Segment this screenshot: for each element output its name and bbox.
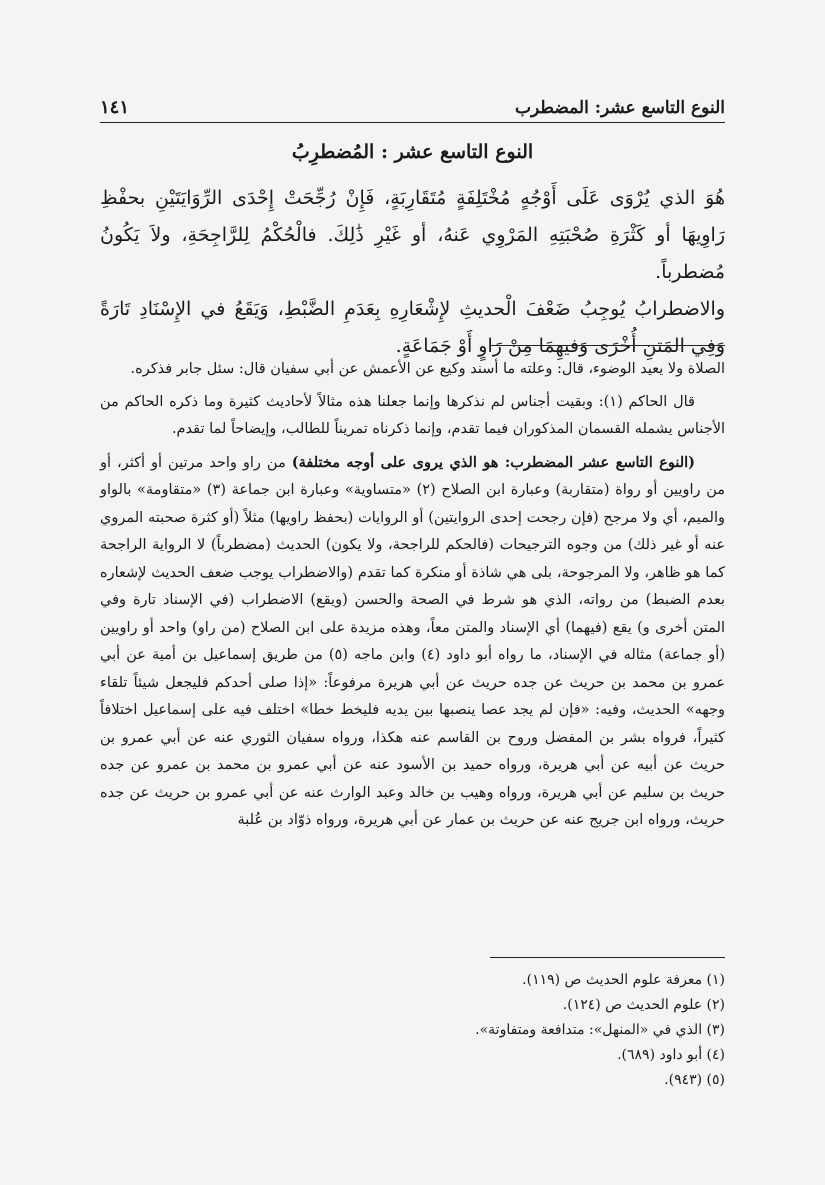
commentary-paragraph-3-text: من راو واحد مرتين أو أكثر، أو من راويين أو رواة (متقاربة) وعبارة ابن الصلاح (٢) «متساوية» وعبارة ابن جماعة (٣) «متقاومة» بالواو والميم، أي ولا مرجح (فإن رجحت إحدى الروايتين) أو الروايات (بحفظ راويها) مثلاً (أو كثرة صحبته المروي عنه أو غير ذلك) من وجوه الترجيحات (فالحكم للراجحة، ولا يكون) الحديث (مضطرباً) لا الرواية الراجحة كما هو ظاهر، ولا المرجوحة، بلى هي شاذة أو منكرة كما تقدم (والاضطراب يوجب ضعف الحديث لإشعاره بعدم الضبط) من رواته، الذي هو شرط في الصحة والحسن (ويقع) الاضطراب (في الإسناد تارة وفي المتن أخرى و) يقع (فيهما) أي الإسناد والمتن معاً، وهذه مزيدة على ابن الصلاح (من راو) واحد أو راويين (أو جماعة) مثاله في الإسناد، ما رواه أبو داود (٤) وابن ماجه (٥) من طريق إسماعيل بن أمية عن أبي عمرو بن محمد بن حريث عن جده حريث عن أبي هريرة مرفوعاً: «إذا صلى أحدكم فليجعل شيئاً تلقاء وجهه» الحديث، وفيه: «فإن لم يجد عصا ينصبها بين يديه فليخط خطا» اختلف فيه على إسماعيل اختلافاً كثيراً، فرواه بشر بن المفضل وروح بن القاسم عنه هكذا، ورواه سفيان الثوري عنه عن أبي عمرو بن حريث عن أبيه عن أبي هريرة، ورواه حميد بن الأسود عنه عن أبي عمرو بن محمد بن عمرو عن جده حريث بن سليم عن أبي هريرة، ورواه وهيب بن خالد وعبد الوارث عنه عن أبي عمرو بن حريث عن جده حريث، ورواه ابن جريج عنه عن حريث بن عمار عن أبي هريرة، ورواه ذوّاد بن عُلبة: [100, 454, 726, 828]
footnote: (٢) علوم الحديث ص (١٢٤).: [562, 997, 725, 1013]
footnote: (٣) الذي في «المنهل»: متدافعة ومتفاوتة».: [475, 1022, 725, 1038]
page-header: [100, 88, 725, 123]
main-paragraph-2: والاضطرابُ يُوجِبُ ضَعْفَ الْحديثِ لإِشْعَارِهِ بِعَدَمِ الضَّبْطِ، وَيَقَعُ في الإِسْنَادِ تَارَةً وَفِي المَتنِ أُخْرَى وَفيهِمَا مِنْ رَاوٍ أَوْ جَمَاعَةٍ.: [100, 298, 725, 357]
commentary-bold-lead: (النوع التاسع عشر المضطرب: هو الذي يروى على أوجه مختلفة): [291, 453, 695, 471]
footnote: (٥) (٩٤٣).: [664, 1072, 725, 1088]
commentary: [100, 356, 725, 840]
separator-rule-top: [490, 345, 725, 346]
footnote: (١) معرفة علوم الحديث ص (١١٩).: [522, 972, 725, 988]
commentary-paragraph-1: الصلاة ولا يعيد الوضوء، قال: وعلته ما أسند وكيع عن الأعمش عن أبي سفيان قال: سئل جابر فذكره.: [130, 361, 725, 377]
commentary-paragraph-3: [100, 449, 725, 835]
page-number: ١٤١: [100, 97, 130, 118]
running-head: النوع التاسع عشر: المضطرب: [515, 98, 725, 118]
footnote: (٤) أبو داود (٦٨٩).: [617, 1047, 725, 1063]
main-text: [100, 180, 725, 365]
main-paragraph-1: هُوَ الذي يُرْوَى عَلَى أَوْجُهٍ مُخْتَلِفَةٍ مُتَقَارِبَةٍ، فَإِنْ رُجِّحَتْ إِحْدَى الرِّوَايَتَيْنِ بحفْظِ رَاوِيهَا أو كَثْرَةِ صُحْبَتِهِ المَرْوِي عَنهُ، أو غَيْرِ ذَٰلِكَ. فالْحُكْمُ لِلرَّاجِحَةِ، ولاَ يَكُونُ مُضطرباً.: [100, 187, 725, 283]
footnotes: [100, 968, 725, 1093]
separator-rule-footnotes: [490, 957, 725, 958]
commentary-paragraph-2: قال الحاكم (١): وبقيت أجناس لم نذكرها وإنما جعلنا هذه مثالاً لأحاديث كثيرة وما ذكره الحاكم من الأجناس يشمله القسمان المذكوران فيما تقدم، وإنما ذكرناه تمريناً للطالب، وإيضاحاً لما تقدم.: [100, 393, 725, 437]
chapter-title: النوع التاسع عشر : المُضطرِبُ: [291, 141, 534, 163]
